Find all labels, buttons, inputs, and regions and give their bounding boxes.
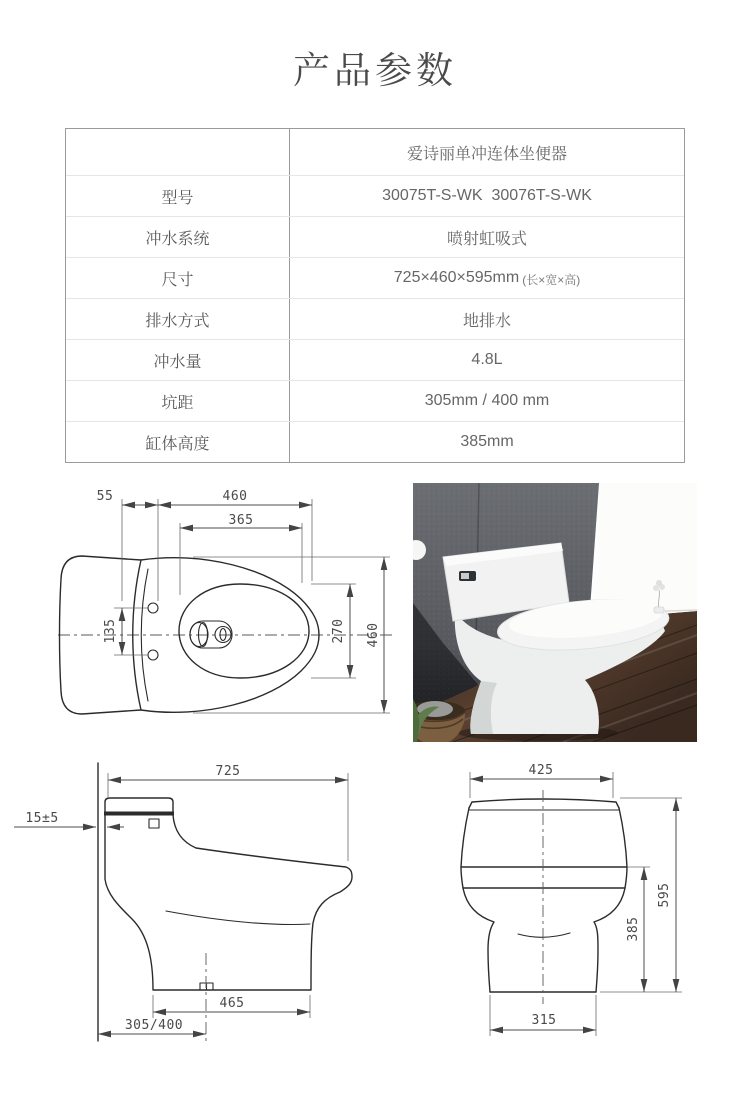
left-profile	[461, 808, 494, 992]
side-view-drawing	[10, 755, 400, 1055]
table-row-rough-in	[66, 380, 684, 421]
bright-wall	[599, 483, 697, 619]
tank-lid	[105, 798, 173, 812]
tank-top	[469, 799, 619, 808]
dim-460-top: 460	[222, 489, 248, 504]
table-row-model	[66, 175, 684, 216]
row-value: 喷射虹吸式	[446, 230, 527, 248]
row-label: 排水方式	[66, 299, 290, 339]
mount-hole-top	[148, 603, 158, 613]
row-value: 4.8L	[471, 351, 503, 368]
dim-460-side: 460	[366, 622, 381, 648]
product-photo-svg	[413, 483, 697, 742]
row-label: 坑距	[66, 381, 290, 421]
right-profile	[594, 808, 627, 992]
dimension-lines	[14, 773, 348, 1034]
row-value: 305mm / 400 mm	[424, 392, 550, 409]
row-label: 冲水系统	[66, 217, 290, 257]
dimension-lines	[470, 772, 682, 1036]
flush-button-outline	[149, 819, 159, 828]
dim-385: 385	[626, 916, 641, 942]
row-label: 型号	[66, 176, 290, 216]
side-view-svg	[10, 755, 400, 1055]
dim-595: 595	[657, 882, 672, 908]
table-row-flush-system	[66, 216, 684, 257]
mount-hole-bottom	[148, 650, 158, 660]
spec-corner-cell	[66, 129, 290, 175]
dim-270: 270	[331, 618, 346, 644]
dim-725: 725	[215, 764, 241, 779]
dimension-lines	[114, 499, 390, 713]
table-row-flush-volume	[66, 339, 684, 380]
row-label: 冲水量	[66, 340, 290, 380]
page-title: 产品参数	[293, 50, 457, 91]
row-value-note: (长×宽×高)	[522, 272, 581, 287]
row-value: 385mm	[460, 433, 514, 450]
dim-425: 425	[528, 763, 554, 778]
top-view-svg	[58, 483, 396, 738]
front-view-svg	[428, 752, 718, 1052]
dim-315: 315	[531, 1013, 557, 1028]
row-value: 30075T-S-WK 30076T-S-WK	[382, 187, 592, 204]
dim-55: 55	[96, 489, 114, 504]
dim-15-5: 15±5	[25, 811, 59, 826]
row-label: 缸体高度	[66, 422, 290, 462]
table-row-drainage	[66, 298, 684, 339]
hinge-detail	[190, 621, 232, 648]
dim-365: 365	[228, 513, 254, 528]
table-row-tank-height	[66, 421, 684, 462]
body-molding-line	[166, 911, 310, 924]
product-photo	[413, 483, 697, 742]
pedestal-curve	[518, 933, 570, 937]
toilet-side-profile	[105, 815, 352, 990]
row-value: 725×460×595mm	[393, 269, 520, 286]
front-view-drawing	[428, 752, 718, 1052]
dim-305-400: 305/400	[124, 1018, 184, 1033]
table-row-size	[66, 257, 684, 298]
spec-table	[65, 128, 685, 463]
row-value: 地排水	[462, 312, 511, 330]
table-row-product	[66, 129, 684, 175]
top-view-drawing	[58, 483, 396, 738]
dim-465: 465	[219, 996, 245, 1011]
row-label: 尺寸	[66, 258, 290, 298]
product-name: 爱诗丽单冲连体坐便器	[406, 145, 567, 163]
dim-135: 135	[103, 618, 118, 644]
